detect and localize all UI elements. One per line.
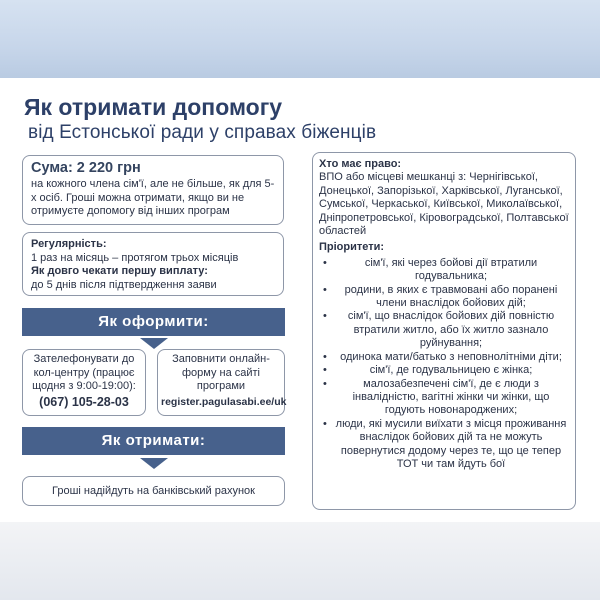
sum-box	[22, 155, 284, 225]
page-title: Як отримати допомогу	[24, 94, 283, 120]
arrow-down-icon	[140, 338, 168, 349]
phone-number[interactable]: (067) 105-28-03	[39, 394, 129, 409]
wait-value: до 5 днів після підтвердження заяви	[31, 278, 217, 291]
apply-banner: Як оформити:	[22, 308, 285, 336]
regularity-box	[22, 232, 284, 296]
call-text: Зателефонувати до кол-центру (працює щодня з 9:00-19:00):	[32, 353, 136, 392]
bank-account-box	[22, 476, 285, 506]
regularity-label: Регулярність:	[31, 238, 107, 250]
priorities-title: Пріоритети:	[319, 241, 385, 254]
eligibility-title: Хто має право:	[319, 158, 402, 170]
online-form-box	[157, 349, 285, 416]
priority-item: • сім'ї, де годувальницею є жінка;	[319, 364, 569, 377]
call-center-box	[22, 349, 146, 416]
priorities-list	[319, 257, 569, 472]
receive-banner: Як отримати:	[22, 427, 285, 455]
priority-item: • одинока мати/батько з неповнолітніми діти;	[319, 351, 569, 364]
program-url-link[interactable]: register.pagulasabi.ee/uk	[161, 395, 287, 408]
bottom-background	[0, 522, 600, 600]
eligibility-box	[312, 152, 576, 510]
regularity-value: 1 раз на місяць – протягом трьох місяців	[31, 251, 239, 264]
form-text: Заповнити онлайн-форму на сайті програми	[172, 353, 270, 392]
priority-item: • люди, які мусили виїхати з місця проживання внаслідок бойових дій та не можуть повернутися додому через те, що це тепер ТОТ чи там йдуть бої	[319, 418, 569, 472]
top-background	[0, 0, 600, 78]
priority-item: • сім'ї, які через бойові дії втратили годувальника;	[319, 257, 569, 284]
eligibility-text: ВПО або місцеві мешканці з: Чернігівської, Донецької, Запорізької, Харківської, Луганської, Сумської, Черкаської, Київської, Миколаївської, Дніпропетровської, Кіровоградської, Полтавської областей	[319, 171, 569, 238]
priority-item: • малозабезпечені сім'ї, де є люди з інвалідністю, вагітні жінки чи жінки, що годують новонароджених;	[319, 378, 569, 418]
receive-text: Гроші надійдуть на банківський рахунок	[52, 485, 255, 497]
page-subtitle: від Естонської ради у справах біженців	[28, 122, 377, 143]
priority-item: • сім'ї, що внаслідок бойових дій повністю втратили житло, або їх житло зазнало руйнування;	[319, 310, 569, 350]
wait-label: Як довго чекати першу виплату:	[31, 265, 208, 277]
sum-text: на кожного члена сім'ї, але не більше, як для 5-х осіб. Гроші можна отримати, якщо ви не отримуєте допомогу від інших програм	[31, 178, 275, 217]
priority-item: • родини, в яких є травмовані або поранені члени внаслідок бойових дій;	[319, 284, 569, 311]
arrow-down-icon	[140, 458, 168, 469]
sum-title: Сума: 2 220 грн	[31, 160, 141, 176]
